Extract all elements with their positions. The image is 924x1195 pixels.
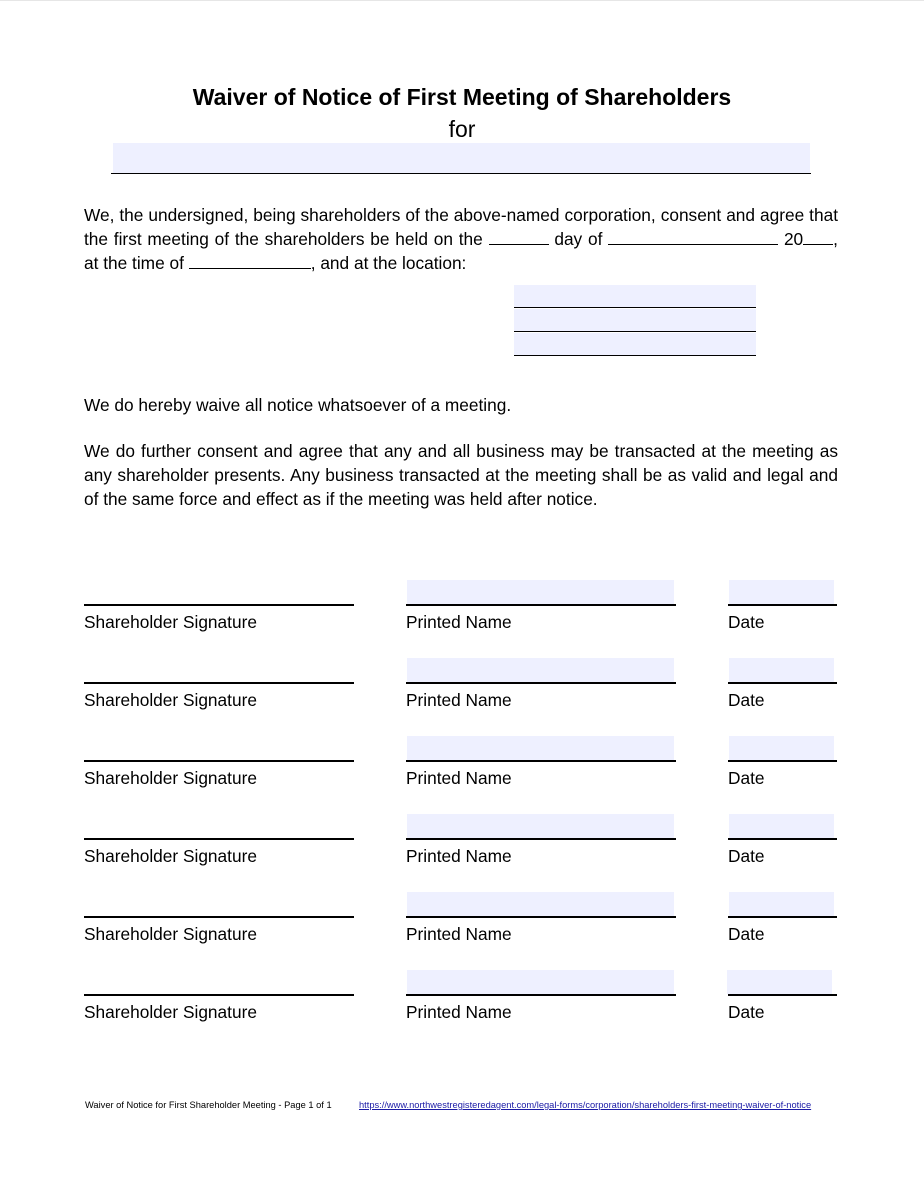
consent-text-5: , and at the location: [310, 253, 467, 273]
consent-text-3: 20 [783, 229, 804, 249]
printed-name-field[interactable] [407, 658, 674, 682]
location-field-2[interactable] [514, 309, 756, 331]
signature-row [0, 580, 924, 630]
printed-name-field[interactable] [407, 892, 674, 916]
signature-label: Shareholder Signature [84, 924, 257, 944]
printed-name-label: Printed Name [406, 612, 512, 632]
printed-name-line [406, 682, 676, 684]
printed-name-line [406, 604, 676, 606]
time-blank[interactable] [189, 251, 311, 269]
signature-row [0, 892, 924, 942]
date-label: Date [728, 924, 765, 944]
signature-line[interactable] [84, 994, 354, 996]
printed-name-line [406, 916, 676, 918]
consent-text-1: We, the undersigned, being shareholders of the above-named corporation, consent and agree that the first meeting of the shareholders be held on the [84, 205, 838, 249]
day-blank[interactable] [489, 227, 549, 245]
signature-row [0, 970, 924, 1020]
signature-line[interactable] [84, 604, 354, 606]
date-line [728, 916, 837, 918]
signature-label: Shareholder Signature [84, 846, 257, 866]
consent-paragraph [84, 203, 838, 275]
printed-name-label: Printed Name [406, 690, 512, 710]
printed-name-line [406, 838, 676, 840]
consent-text-2: day of [554, 229, 603, 249]
corporation-name-field[interactable] [113, 143, 810, 173]
date-label: Date [728, 612, 765, 632]
date-field[interactable] [727, 970, 832, 994]
date-label: Date [728, 690, 765, 710]
date-field[interactable] [729, 814, 834, 838]
signature-line[interactable] [84, 838, 354, 840]
corporation-name-underline [111, 173, 811, 174]
date-label: Date [728, 846, 765, 866]
location-field-1[interactable] [514, 285, 756, 307]
printed-name-field[interactable] [407, 736, 674, 760]
date-field[interactable] [729, 658, 834, 682]
signature-line[interactable] [84, 682, 354, 684]
signature-label: Shareholder Signature [84, 612, 257, 632]
page-top-border [0, 0, 924, 1]
footer-link[interactable]: https://www.northwestregisteredagent.com/legal-forms/corporation/shareholders-first-meeting-waiver-of-notice [359, 1100, 812, 1110]
printed-name-label: Printed Name [406, 924, 512, 944]
date-line [728, 994, 837, 996]
signature-line[interactable] [84, 760, 354, 762]
signature-row [0, 814, 924, 864]
printed-name-field[interactable] [407, 970, 674, 994]
date-field[interactable] [729, 580, 834, 604]
signature-label: Shareholder Signature [84, 1002, 257, 1022]
footer-page-info: Waiver of Notice for First Shareholder Meeting - Page 1 of 1 [85, 1100, 332, 1110]
printed-name-line [406, 994, 676, 996]
date-line [728, 838, 837, 840]
date-line [728, 604, 837, 606]
signature-row [0, 736, 924, 786]
location-underline-3 [514, 355, 756, 356]
printed-name-field[interactable] [407, 814, 674, 838]
printed-name-field[interactable] [407, 580, 674, 604]
for-label: for [448, 116, 476, 142]
signature-label: Shareholder Signature [84, 768, 257, 788]
printed-name-label: Printed Name [406, 846, 512, 866]
date-line [728, 682, 837, 684]
signature-row [0, 658, 924, 708]
printed-name-label: Printed Name [406, 1002, 512, 1022]
signature-line[interactable] [84, 916, 354, 918]
date-field[interactable] [729, 892, 834, 916]
date-line [728, 760, 837, 762]
location-underline-1 [514, 307, 756, 308]
location-underline-2 [514, 331, 756, 332]
further-consent-paragraph: We do further consent and agree that any and all business may be transacted at the meeting as any shareholder presents. Any business transacted at the meeting shall be as valid and legal and of the same force and effect as if the meeting was held after notice. [84, 441, 838, 509]
signature-label: Shareholder Signature [84, 690, 257, 710]
date-label: Date [728, 768, 765, 788]
waiver-paragraph: We do hereby waive all notice whatsoever of a meeting. [84, 395, 512, 415]
consent-text-4: , at the time of [84, 229, 838, 273]
location-field-3[interactable] [514, 333, 756, 355]
printed-name-label: Printed Name [406, 768, 512, 788]
month-blank[interactable] [608, 227, 778, 245]
year-blank[interactable] [803, 227, 833, 245]
date-label: Date [728, 1002, 765, 1022]
date-field[interactable] [729, 736, 834, 760]
printed-name-line [406, 760, 676, 762]
document-title: Waiver of Notice of First Meeting of Shareholders [192, 84, 732, 110]
